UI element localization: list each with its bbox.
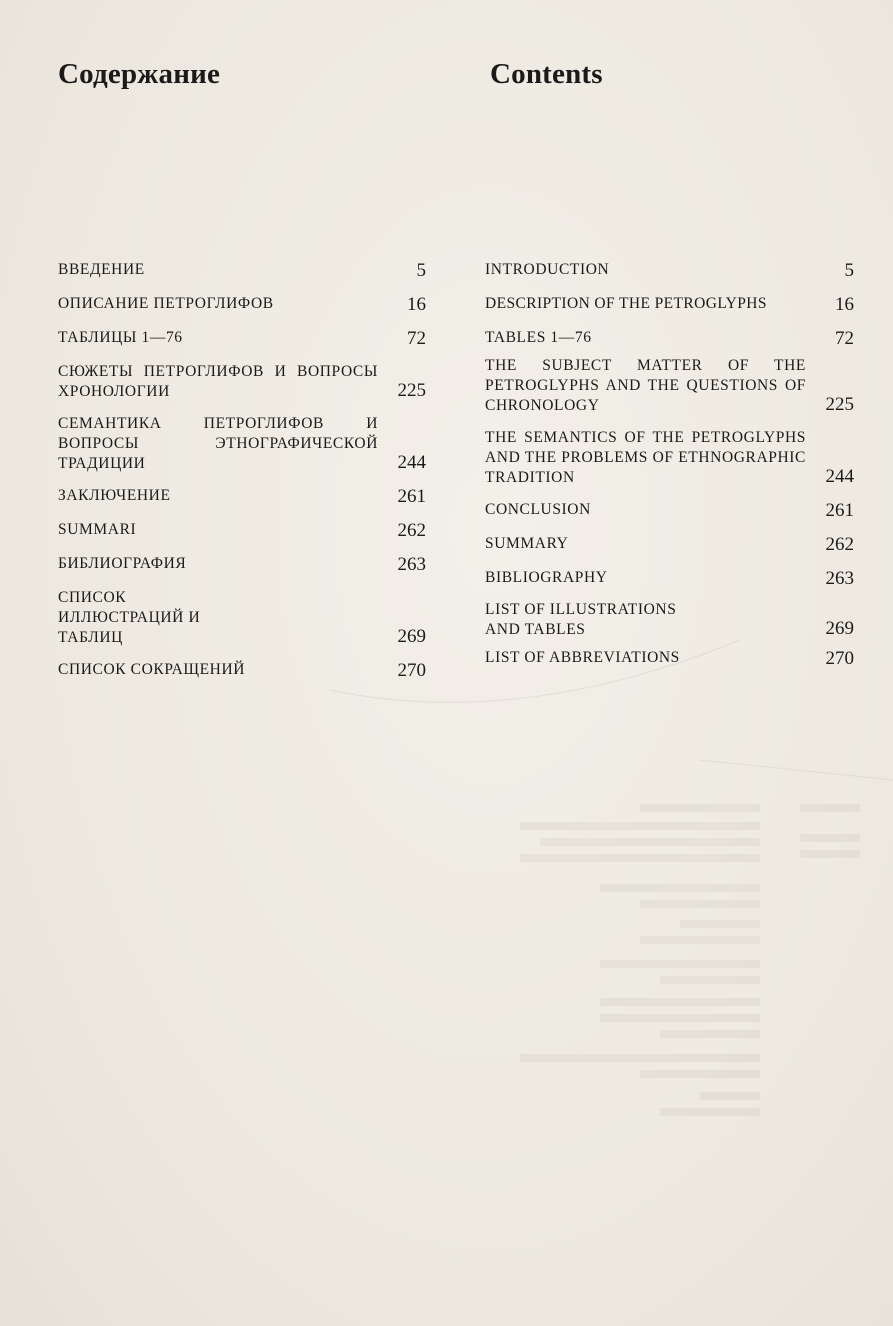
toc-entry[interactable]: [485, 600, 854, 640]
toc-entry[interactable]: [58, 414, 426, 474]
toc-entry-title: DESCRIPTION OF THE PETROGLYPHS: [485, 295, 767, 312]
toc-entry-page: 72: [407, 328, 426, 349]
toc-entry[interactable]: [485, 568, 854, 590]
toc-entry[interactable]: [58, 260, 426, 282]
toc-entry-page: 244: [397, 452, 426, 473]
toc-entry[interactable]: [58, 554, 426, 576]
toc-entry-page: 263: [825, 568, 854, 589]
toc-entry-page: 72: [835, 328, 854, 349]
toc-entry-title: СПИСОК ИЛЛЮСТРАЦИЙ И ТАБЛИЦ: [58, 589, 201, 646]
toc-entry-title: ВВЕДЕНИЕ: [58, 261, 145, 278]
toc-entry[interactable]: [485, 294, 854, 316]
toc-entry-page: 225: [825, 394, 854, 415]
toc-entry-title: INTRODUCTION: [485, 261, 610, 278]
toc-entry[interactable]: [485, 328, 854, 350]
toc-entry-page: 262: [397, 520, 426, 541]
toc-entry-page: 5: [844, 260, 854, 281]
toc-entry[interactable]: [485, 534, 854, 556]
toc-entry-title: ЗАКЛЮЧЕНИЕ: [58, 487, 171, 504]
toc-entry-title: THE SUBJECT MATTER OF THE PETROGLYPHS AND THE QUESTIONS OF CHRONOLOGY: [485, 357, 806, 414]
toc-entry[interactable]: [485, 260, 854, 282]
toc-entry[interactable]: [485, 500, 854, 522]
toc-entry-title: THE SEMANTICS OF THE PETROGLYPHS AND THE PROBLEMS OF ETHNOGRAPHIC TRADITION: [485, 429, 806, 486]
toc-entry[interactable]: [58, 660, 426, 682]
toc-entry[interactable]: [485, 648, 854, 670]
toc-entry-page: 269: [825, 618, 854, 639]
toc-entry-title: СЮЖЕТЫ ПЕТРОГЛИФОВ И ВОПРОСЫ ХРОНОЛОГИИ: [58, 363, 378, 400]
toc-entry[interactable]: [58, 294, 426, 316]
toc-entry-title: БИБЛИОГРАФИЯ: [58, 555, 187, 572]
toc-entry[interactable]: [58, 362, 426, 402]
toc-russian: [58, 260, 426, 682]
toc-entry-title: СЕМАНТИКА ПЕТРОГЛИФОВ И ВОПРОСЫ ЭТНОГРАФИЧЕСКОЙ ТРАДИЦИИ: [58, 415, 378, 472]
toc-entry-title: CONCLUSION: [485, 501, 591, 518]
toc-entry-page: 261: [825, 500, 854, 521]
toc-entry[interactable]: [58, 486, 426, 508]
heading-english: Contents: [490, 58, 603, 90]
toc-entry-page: 244: [825, 466, 854, 487]
toc-entry-title: ОПИСАНИЕ ПЕТРОГЛИФОВ: [58, 295, 274, 312]
toc-entry-title: LIST OF ABBREVIATIONS: [485, 649, 680, 666]
toc-entry[interactable]: [58, 520, 426, 542]
toc-entry-page: 262: [825, 534, 854, 555]
toc-entry-title: ТАБЛИЦЫ 1—76: [58, 329, 183, 346]
heading-russian: Содержание: [58, 58, 221, 90]
toc-entry-page: 5: [416, 260, 426, 281]
toc-entry[interactable]: [485, 428, 854, 488]
toc-entry-page: 225: [397, 380, 426, 401]
toc-entry[interactable]: [58, 328, 426, 350]
toc-entry-page: 263: [397, 554, 426, 575]
toc-entry-page: 269: [397, 626, 426, 647]
toc-entry-page: 16: [407, 294, 426, 315]
toc-entry-page: 261: [397, 486, 426, 507]
toc-entry-page: 270: [825, 648, 854, 669]
toc-entry-title: LIST OF ILLUSTRATIONS AND TABLES: [485, 601, 677, 638]
toc-entry[interactable]: [58, 588, 426, 648]
toc-entry[interactable]: [485, 356, 854, 416]
toc-english: [485, 260, 854, 670]
toc-entry-title: СПИСОК СОКРАЩЕНИЙ: [58, 661, 246, 678]
toc-entry-title: SUMMARI: [58, 521, 137, 538]
toc-entry-page: 270: [397, 660, 426, 681]
toc-entry-title: BIBLIOGRAPHY: [485, 569, 608, 586]
toc-entry-page: 16: [835, 294, 854, 315]
toc-entry-title: SUMMARY: [485, 535, 569, 552]
toc-entry-title: TABLES 1—76: [485, 329, 592, 346]
